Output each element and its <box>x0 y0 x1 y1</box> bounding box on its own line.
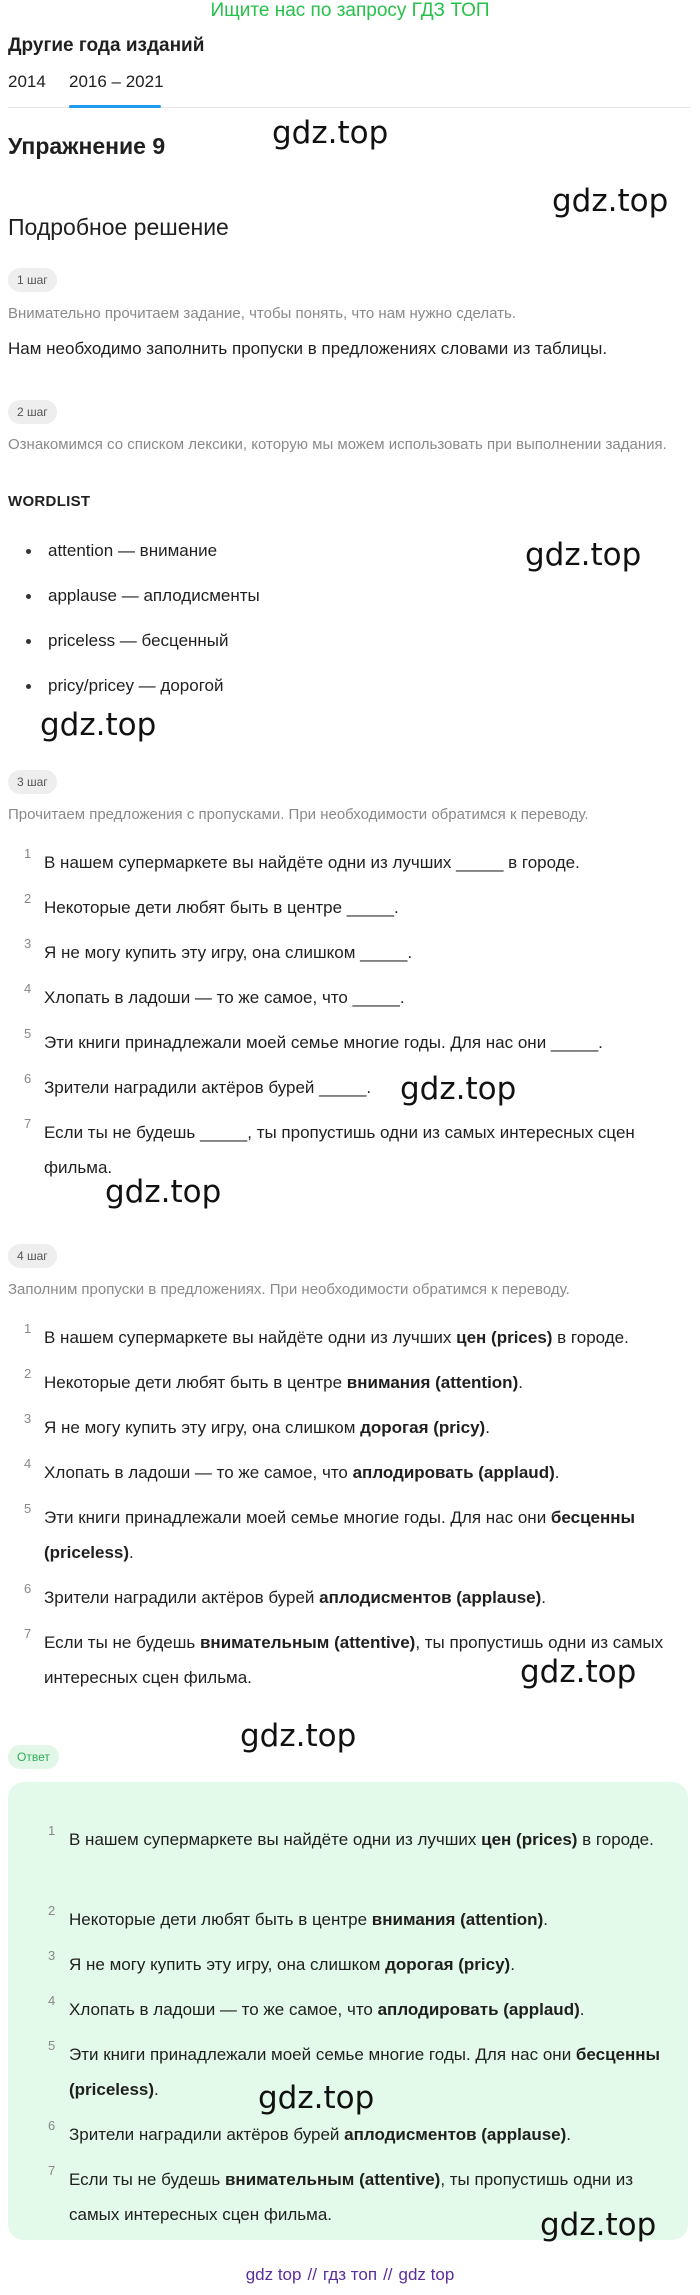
step-badge: 4 шаг <box>8 1244 57 1268</box>
footer-separator: // <box>307 2265 317 2284</box>
exercise-title: Упражнение 9 <box>8 133 166 159</box>
footer-link[interactable]: gdz top <box>398 2265 455 2284</box>
footer-link[interactable]: gdz top <box>245 2265 302 2284</box>
tab-year-2014[interactable]: 2014 <box>8 72 46 91</box>
step-badge: 3 шаг <box>8 770 57 794</box>
watermark: gdz.top <box>525 537 642 573</box>
step-hint: Ознакомимся со списком лексики, которую мы можем использовать при выполнении задания. <box>8 436 667 453</box>
watermark: gdz.top <box>540 2207 657 2243</box>
step-hint: Прочитаем предложения с пропусками. При необходимости обратимся к переводу. <box>8 806 589 823</box>
answer-box: 1 В нашем супермаркете вы найдёте одни из лучших цен (prices) в городе. 2 Некоторые дети любят быть в центре внимания (attention). 3 Я не могу купить эту игру, она слишком дорогая (pricy). 4 Хлопать в ладоши — то же самое, что аплодировать (applaud). 5 Эти книги принадлежали моей семье многие годы. Для нас они бесценны (priceless). 6 Зрители наградили актёров бурей аплодисментов (applause). 7 Если ты не будешь внимательным (attentive), ты пропустишь одни из самых интересных сцен фильма. <box>8 1782 688 2240</box>
watermark: gdz.top <box>105 1174 222 1210</box>
step-badge: 2 шаг <box>8 400 57 424</box>
tab-year-2016-2021[interactable]: 2016 – 2021 <box>69 72 164 91</box>
watermark: gdz.top <box>40 707 157 743</box>
year-tabs <box>8 70 690 108</box>
watermark: gdz.top <box>258 2080 375 2116</box>
other-years-title: Другие года изданий <box>8 35 205 56</box>
active-tab-indicator <box>69 105 161 108</box>
wordlist-title: WORDLIST <box>8 493 91 510</box>
watermark: gdz.top <box>520 1654 637 1690</box>
watermark: gdz.top <box>552 183 669 219</box>
step-hint: Внимательно прочитаем задание, чтобы понять, что нам нужно сделать. <box>8 305 517 322</box>
footer-link[interactable]: гдз топ <box>322 2265 378 2284</box>
footer-separator: // <box>383 2265 393 2284</box>
footer-links <box>0 2265 700 2285</box>
watermark: gdz.top <box>240 1718 357 1754</box>
search-banner: Ищите нас по запросу ГДЗ ТОП <box>210 0 490 21</box>
step-badge: 1 шаг <box>8 268 57 292</box>
step-hint: Заполним пропуски в предложениях. При необходимости обратимся к переводу. <box>8 1281 570 1298</box>
watermark: gdz.top <box>272 115 389 151</box>
step-text: Нам необходимо заполнить пропуски в предложениях словами из таблицы. <box>8 339 608 358</box>
watermark: gdz.top <box>400 1071 517 1107</box>
solution-title: Подробное решение <box>8 214 229 240</box>
answer-badge: Ответ <box>8 1745 59 1769</box>
